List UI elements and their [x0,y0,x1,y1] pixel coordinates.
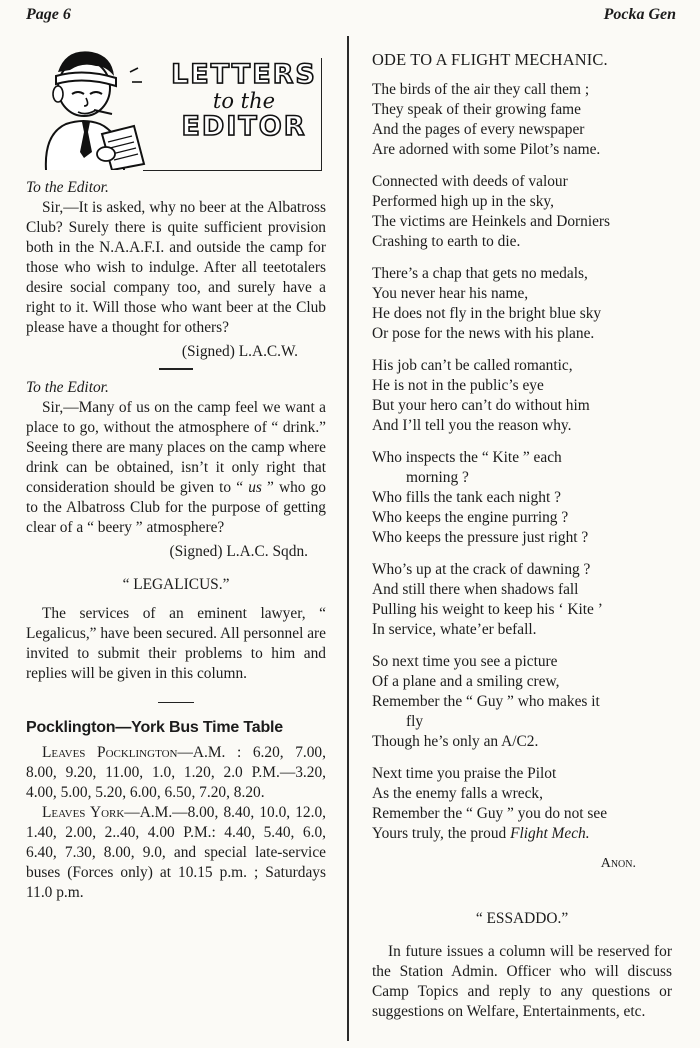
letter2-body-emphasis: us [248,478,262,496]
ode-line: As the enemy falls a wreck, [372,785,543,802]
letter2-body-pre: Sir,—Many of us on the camp feel we want a place to go, without the atmosphere of “ drink.” Seeing there are many places on the camp where drink can be obtained, isn’t it only right that consideration should be given to “ [26,398,326,496]
ode-line: Who fills the tank each night ? [372,489,561,506]
ode-line: And still there when shadows fall [372,581,579,598]
ode-stanza [372,652,672,752]
right-column [372,50,672,1022]
banner-title [154,60,334,142]
ode-line: The birds of the air they call them ; [372,81,590,98]
bus-from-york [26,803,326,903]
ode-line: Who’s up at the crack of dawning ? [372,561,591,578]
ode-line: You never hear his name, [372,285,529,302]
ode-stanza [372,560,672,640]
letter2-signature: (Signed) L.A.C. Sqdn. [169,542,308,560]
ode-line: fly [406,713,424,730]
letter2-salutation: To the Editor. [26,378,109,396]
bus-from-york-label: Leaves York [42,804,125,821]
ode-stanza [372,448,672,548]
bus-from-pocklington-label: Leaves Pocklington [42,744,178,761]
bus-from-pocklington [26,743,326,803]
letter2-body [26,398,326,538]
ode-line: And the pages of every newspaper [372,121,585,138]
ode-line: Who keeps the engine purring ? [372,509,569,526]
ode-author: Anon. [600,856,636,871]
letter1-signature: (Signed) L.A.C.W. [181,343,298,360]
ode-stanza [372,172,672,252]
letter1-salutation: To the Editor. [26,179,109,196]
ode-stanza [372,80,672,160]
section-rule [158,702,194,704]
ode-line: Remember the “ Guy ” you do not see [372,805,608,822]
ode-line: Who inspects the “ Kite ” each [372,449,562,466]
ode-line: Next time you praise the Pilot [372,765,557,782]
ode-line: Connected with deeds of valour [372,173,568,190]
banner-line1: LETTERS [171,59,317,90]
ode-stanza [372,264,672,344]
ode-line: Crashing to earth to die. [372,233,521,250]
section-rule [159,368,193,370]
ode-title: ODE TO A FLIGHT MECHANIC. [372,50,608,69]
ode-line: Remember the “ Guy ” who makes it [372,693,600,710]
cartoon-reader-illustration [26,42,156,170]
legalicus-body: The services of an eminent lawyer, “ Legalicus,” have been secured. All personnel are invited to submit their problems to him and replies will be given in this column. [26,604,326,682]
ode-line: In service, whate’er befall. [372,621,537,638]
ode-line: morning ? [406,469,469,486]
publication-name: Pocka Gen [603,6,676,23]
ode-stanzas [372,80,672,844]
ode-line: Who keeps the pressure just right ? [372,529,589,546]
ode-line: But your hero can’t do without him [372,397,590,414]
ode-last-emphasis: Flight Mech. [510,825,590,842]
banner-line3: EDITOR [181,111,307,142]
ode-stanza [372,356,672,436]
letters-banner [26,42,322,170]
ode-line: Performed high up in the sky, [372,193,554,210]
ode-stanza [372,764,672,844]
ode-line: So next time you see a picture [372,653,558,670]
bus-from-pocklington-times: —A.M. : 6.20, 7.00, 8.00, 9.20, 11.00, 1.0, 1.20, 2.0 P.M.—3.20, 4.00, 5.00, 5.20, 6.00, 6.50, 7.20, 8.20. [26,744,326,801]
ode-line: And I’ll tell you the reason why. [372,417,572,434]
ode-line: The victims are Heinkels and Dorniers [372,213,611,230]
ode-line: His job can’t be called romantic, [372,357,573,374]
letter1-body: Sir,—It is asked, why no beer at the Albatross Club? Surely there is quite sufficient provision both in the N.A.A.F.I. and outside the camp for those who wish to indulge. After all teetotalers desire social company too, and surely have a right to it. Will those who want beer at the Club please have a thought for others? [26,199,326,336]
legalicus-title: “ LEGALICUS.” [122,575,230,593]
ode-line: They speak of their growing fame [372,101,581,118]
column-divider [347,36,349,1041]
ode-line: He does not fly in the bright blue sky [372,305,602,322]
essaddo-title: “ ESSADDO.” [475,910,569,927]
essaddo-body: In future issues a column will be reserved for the Station Admin. Officer who will discuss Camp Topics and reply to any questions or suggestions on Welfare, Entertainments, etc. [372,943,672,1020]
ode-line: There’s a chap that gets no medals, [372,265,588,282]
page-number: Page 6 [26,6,71,23]
ode-line: Of a plane and a smiling crew, [372,673,560,690]
ode-line: Yours truly, the proud Flight Mech. [372,825,590,842]
ode-line: Though he’s only an A/C2. [372,733,539,750]
bus-from-york-times: —A.M.—8.00, 8.40, 10.0, 12.0, 1.40, 2.00, 2..40, 4.00 P.M.: 4.40, 5.40, 6.0, 6.40, 7.30, 8.00, 9.0, and special late-service buses (Forces only) at 10.15 p.m. ; Saturdays 11.0 p.m. [26,804,326,901]
ode-line: Or pose for the news with his plane. [372,325,595,342]
ode-line: Pulling his weight to keep his ‘ Kite ’ [372,601,603,618]
letter2-body-post: ” who go to the Albatross Club for the purpose of getting clear of a “ beery ” atmosphere? [26,478,326,536]
ode-line: Are adorned with some Pilot’s name. [372,141,601,158]
ode-line: He is not in the public’s eye [372,377,544,394]
left-column [26,40,326,903]
banner-line2: to the [212,89,276,113]
bus-timetable-title: Pocklington—York Bus Time Table [26,719,283,736]
